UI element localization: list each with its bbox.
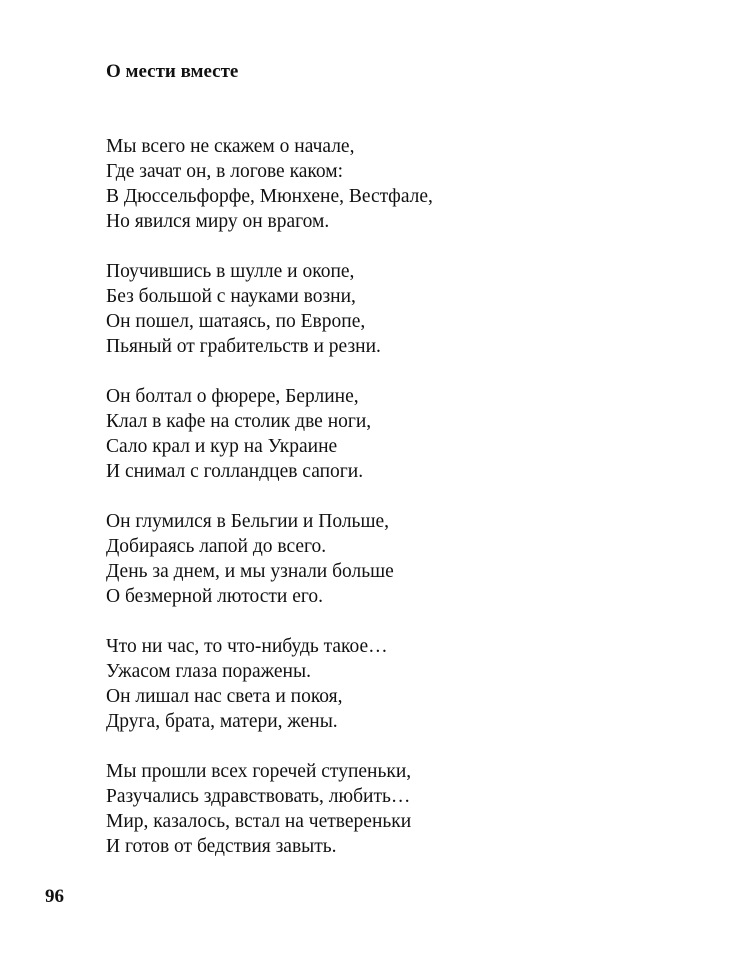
poem-line: Без большой с науками возни, bbox=[106, 286, 356, 307]
poem-line: Добираясь лапой до всего. bbox=[106, 536, 327, 557]
poem-line: О безмерной лютости его. bbox=[106, 586, 324, 607]
poem-line: Мы прошли всех горечей ступеньки, bbox=[106, 761, 412, 782]
poem-line: Пьяный от грабительств и резни. bbox=[106, 336, 381, 357]
poem-title: О мести вместе bbox=[106, 61, 239, 82]
poem-line: Он пошел, шатаясь, по Европе, bbox=[106, 311, 366, 332]
poem-line: Мы всего не скажем о начале, bbox=[106, 136, 355, 157]
stanza-4 bbox=[106, 509, 706, 609]
poem-body bbox=[106, 134, 706, 884]
poem-line: В Дюссельфорфе, Мюнхене, Вестфале, bbox=[106, 186, 433, 207]
poem-line: Сало крал и кур на Украине bbox=[106, 436, 338, 457]
poem-line: Друга, брата, матери, жены. bbox=[106, 711, 338, 732]
poem-line: Разучались здравствовать, любить… bbox=[106, 786, 411, 807]
stanza-1 bbox=[106, 134, 706, 234]
stanza-6 bbox=[106, 759, 706, 859]
poem-line: Он болтал о фюрере, Берлине, bbox=[106, 386, 359, 407]
stanza-2 bbox=[106, 259, 706, 359]
poem-line: Мир, казалось, встал на четвереньки bbox=[106, 811, 412, 832]
poem-line: Клал в кафе на столик две ноги, bbox=[106, 411, 372, 432]
page-number: 96 bbox=[45, 886, 64, 907]
poem-line: Что ни час, то что-нибудь такое… bbox=[106, 636, 388, 657]
poem-line: Где зачат он, в логове каком: bbox=[106, 161, 344, 182]
poem-line: Но явился миру он врагом. bbox=[106, 211, 330, 232]
poem-line: Он глумился в Бельгии и Польше, bbox=[106, 511, 389, 532]
poem-line: День за днем, и мы узнали больше bbox=[106, 561, 394, 582]
poem-line: И готов от бедствия завыть. bbox=[106, 836, 337, 857]
poem-line: Поучившись в шулле и окопе, bbox=[106, 261, 355, 282]
poem-line: И снимал с голландцев сапоги. bbox=[106, 461, 364, 482]
poem-line: Он лишал нас света и покоя, bbox=[106, 686, 343, 707]
poem-line: Ужасом глаза поражены. bbox=[106, 661, 311, 682]
stanza-3 bbox=[106, 384, 706, 484]
stanza-5 bbox=[106, 634, 706, 734]
